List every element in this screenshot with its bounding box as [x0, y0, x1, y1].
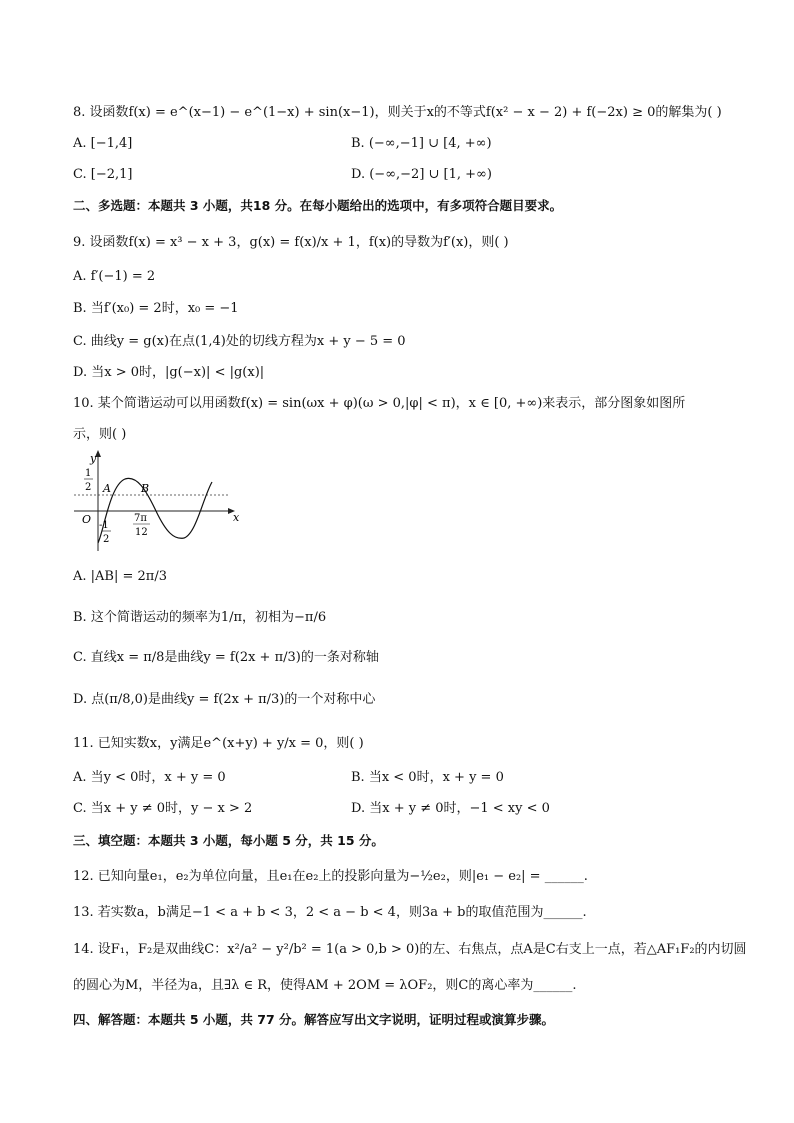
point-a-label: A	[103, 482, 111, 495]
q8-option-a: A. [−1,4]	[73, 136, 133, 151]
q11-option-c: C. 当x + y ≠ 0时，y − x > 2	[73, 801, 253, 816]
half-denominator: 2	[85, 482, 92, 493]
q10-option-a: A. |AB| = 2π/3	[73, 569, 167, 584]
question-14-line1: 14. 设F₁，F₂是双曲线C：x²/a² − y²/b² = 1(a > 0,b > 0)的左、右焦点，点A是C右支上一点，若△AF₁F₂的内切圆	[73, 942, 747, 957]
q8-option-d: D. (−∞,−2] ∪ [1, +∞)	[351, 167, 492, 182]
x-axis-label: x	[233, 511, 240, 524]
question-13: 13. 若实数a，b满足−1 < a + b < 3，2 < a − b < 4，则3a + b的取值范围为______.	[73, 905, 587, 920]
q9-option-b: B. 当f′(x₀) = 2时，x₀ = −1	[73, 301, 239, 316]
q8-option-b: B. (−∞,−1] ∪ [4, +∞)	[351, 136, 492, 151]
q10-option-d: D. 点(π/8,0)是曲线y = f(2x + π/3)的一个对称中心	[73, 692, 376, 707]
origin-label: O	[82, 513, 92, 526]
q10-option-b: B. 这个简谐运动的频率为1/π，初相为−π/6	[73, 610, 327, 625]
question-8: 8. 设函数f(x) = e^(x−1) − e^(1−x) + sin(x−1)，则关于x的不等式f(x² − x − 2) + f(−2x) ≥ 0的解集为( )	[73, 105, 722, 120]
half-numerator: 1	[85, 468, 92, 479]
q11-option-a: A. 当y < 0时，x + y = 0	[73, 770, 226, 785]
point-b-label: B	[141, 482, 150, 495]
q11-option-d: D. 当x + y ≠ 0时，−1 < xy < 0	[351, 801, 550, 816]
y-axis-label: y	[90, 452, 97, 465]
question-12: 12. 已知向量e₁，e₂为单位向量，且e₁在e₂上的投影向量为−½e₂，则|e₁ − e₂| = ______.	[73, 869, 588, 884]
neg-half-numerator: -1	[99, 520, 109, 531]
section-3-heading: 三、填空题：本题共 3 小题，每小题 5 分，共 15 分。	[73, 833, 384, 848]
q9-option-c: C. 曲线y = g(x)在点(1,4)处的切线方程为x + y − 5 = 0	[73, 334, 406, 349]
q9-option-d: D. 当x > 0时，|g(−x)| < |g(x)|	[73, 365, 265, 380]
q8-option-c: C. [−2,1]	[73, 167, 133, 182]
question-11: 11. 已知实数x，y满足e^(x+y) + y/x = 0，则( )	[73, 736, 364, 751]
question-10-line2: 示，则( )	[73, 427, 127, 442]
tick-denominator: 12	[135, 527, 148, 538]
question-14-line2: 的圆心为M，半径为a，且∃λ ∈ R，使得AM + 2OM = λOF₂，则C的离心率为______.	[73, 978, 577, 993]
q9-option-a: A. f′(−1) = 2	[73, 269, 156, 284]
section-2-heading: 二、多选题：本题共 3 小题，共18 分。在每小题给出的选项中，有多项符合题目要求。	[73, 198, 563, 213]
section-4-heading: 四、解答题：本题共 5 小题，共 77 分。解答应写出文字说明，证明过程或演算步骤。	[73, 1012, 555, 1027]
tick-numerator: 7π	[134, 513, 147, 524]
q10-option-c: C. 直线x = π/8是曲线y = f(2x + π/3)的一条对称轴	[73, 650, 379, 665]
question-10-line1: 10. 某个简谐运动可以用函数f(x) = sin(ωx + φ)(ω > 0,|φ| < π)，x ∈ [0, +∞)来表示，部分图象如图所	[73, 396, 686, 411]
sine-graph	[70, 450, 240, 555]
q11-option-b: B. 当x < 0时，x + y = 0	[351, 770, 504, 785]
question-9: 9. 设函数f(x) = x³ − x + 3，g(x) = f(x)/x + 1，f(x)的导数为f′(x)，则( )	[73, 235, 509, 250]
neg-half-denominator: 2	[103, 534, 110, 545]
